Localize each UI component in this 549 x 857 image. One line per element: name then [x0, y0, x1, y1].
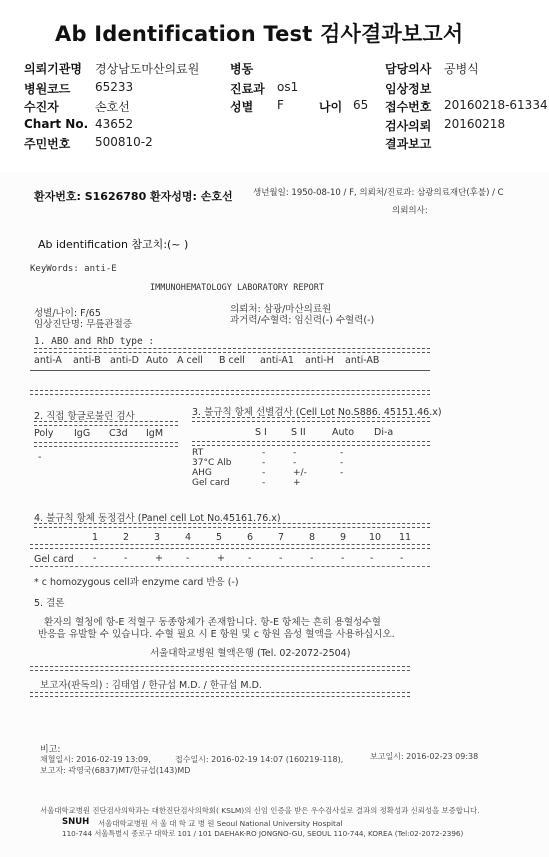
field-value: 20160218-61334 — [444, 98, 548, 112]
hospital-address: 110-744 서울특별시 종로구 대학로 101 / 101 DAEHAK-RO JONGNO-GU, SEOUL 110-744, KOREA (Tel:02-2072-2396) — [62, 829, 464, 838]
screen-column: Auto — [332, 427, 355, 438]
screen-value: + — [293, 478, 301, 488]
dat-column: C3d — [109, 428, 128, 439]
divider — [30, 666, 410, 671]
section3-heading: 3. 불규칙 항체 선별검사 (Cell Lot No.S886. 45151.46.x) — [192, 407, 442, 418]
panel-column: 3 — [154, 532, 161, 543]
screen-value: - — [262, 468, 266, 478]
field-value: 43652 — [95, 117, 134, 131]
screen-value: - — [293, 448, 297, 458]
blood-bank: 서울대학교병원 혈액은행 (Tel. 02-2072-2504) — [150, 648, 351, 659]
screen-value: - — [340, 448, 344, 458]
section4-heading: 4. 불규칙 항체 동정검사 (Panel cell Lot No.45161.76.x) — [34, 513, 281, 524]
screen-row-label: 37°C Alb — [192, 458, 232, 468]
divider — [30, 390, 430, 395]
requesting-doctor: 의뢰의사: — [392, 206, 428, 216]
divider — [30, 692, 410, 697]
abo-column: anti-A — [34, 355, 62, 366]
field-value: F — [277, 98, 284, 112]
field-label: 결과보고 — [385, 137, 432, 151]
screen-value: - — [262, 478, 266, 488]
field-value: 65233 — [95, 80, 134, 94]
screen-row-label: RT — [192, 448, 204, 458]
panel-column: 10 — [369, 532, 382, 543]
abo-column: anti-D — [110, 355, 139, 366]
abo-column: anti-AB — [345, 355, 380, 366]
panel-note: * c homozygous cell과 enzyme card 반응 (-) — [34, 577, 239, 588]
panel-row-label: Gel card — [34, 554, 74, 565]
field-label: 접수번호 — [385, 100, 432, 114]
field-label: 주민번호 — [24, 137, 71, 151]
screen-value: - — [262, 458, 266, 468]
reference-title: Ab identification 참고치:(~ ) — [38, 238, 189, 251]
panel-value: - — [341, 553, 345, 564]
report-title: Ab Identification Test 검사결과보고서 — [55, 22, 464, 46]
field-label: Chart No. — [24, 117, 89, 131]
abo-column: anti-H — [305, 355, 334, 366]
abo-column: Auto — [146, 355, 169, 366]
dat-value: - — [38, 452, 42, 463]
field-label: 성별 — [230, 100, 254, 114]
abo-column: anti-A1 — [260, 355, 294, 366]
requester: 의뢰처: 삼광/마산의료원 — [230, 304, 332, 315]
field-label: 수진자 — [24, 100, 59, 114]
dat-column: IgM — [146, 428, 164, 439]
panel-value: - — [93, 553, 97, 564]
lab-report-title: IMMUNOHEMATOLOGY LABORATORY REPORT — [150, 283, 324, 293]
screen-value: - — [262, 448, 266, 458]
field-value: 공병식 — [444, 62, 479, 76]
field-label: 나이 — [319, 100, 343, 114]
screen-column: S II — [291, 427, 306, 438]
snuh-logo: SNUH — [62, 817, 90, 827]
dat-column: IgG — [74, 428, 91, 439]
hospital-name: 서울대학교병원 서 울 대 학 교 병 원 Seoul National University Hospital — [98, 819, 343, 828]
screen-row-label: Gel card — [192, 478, 230, 488]
patient-name: 환자성명: 손호선 — [150, 190, 233, 203]
screen-value: - — [293, 458, 297, 468]
field-value: 경상남도마산의료원 — [95, 62, 200, 76]
panel-value: - — [248, 553, 252, 564]
screen-value: - — [340, 468, 344, 478]
divider — [192, 441, 430, 446]
section2-heading: 2. 직접 항글로불린 검사 — [34, 411, 135, 422]
dat-column: Poly — [34, 428, 54, 439]
panel-column: 5 — [216, 532, 223, 543]
field-label: 임상정보 — [385, 82, 432, 96]
divider — [192, 417, 430, 422]
patient-number: 환자번호: S1626780 — [34, 190, 147, 203]
field-value: 손호선 — [95, 100, 130, 114]
reported-time: 보고일시: 2016-02-23 09:38 — [370, 752, 479, 761]
section1-heading: 1. ABO and RhD type : — [34, 336, 155, 347]
divider — [34, 442, 178, 447]
field-label: 병동 — [230, 62, 254, 76]
field-value: 500810-2 — [95, 135, 153, 149]
panel-value: - — [310, 553, 314, 564]
divider — [34, 348, 430, 353]
keywords: KeyWords: anti-E — [30, 264, 117, 274]
reporter: 보고자(판독의) : 김태엽 / 한규섭 M.D. / 한규섭 M.D. — [40, 680, 262, 691]
field-label: 의뢰기관명 — [24, 62, 82, 76]
screen-column: S I — [255, 427, 267, 438]
abo-column: anti-B — [73, 355, 101, 366]
panel-column: 9 — [340, 532, 347, 543]
panel-value: - — [124, 553, 128, 564]
conclusion-line-2: 반응을 유발할 수 있습니다. 수혈 필요 시 E 항원 및 c 항원 음성 혈액을 사용하십시오. — [38, 629, 395, 640]
patient-meta: 생년월일: 1950-08-10 / F, 의뢰처/진료과: 삼광의료재단(후불) / C — [253, 188, 504, 198]
screen-column: Di-a — [374, 427, 394, 438]
sex-age: 성별/나이: F/65 — [34, 308, 101, 319]
panel-column: 1 — [92, 532, 99, 543]
certification: 서울대학교병원 진단검사의학과는 대한진단검사의학회( KSLM)의 신임 인증을 받은 우수검사실로 결과의 정확성과 신뢰성을 보증합니다. — [40, 806, 480, 815]
panel-value: + — [155, 553, 163, 564]
abo-column: A cell — [177, 355, 203, 366]
panel-value: - — [279, 553, 283, 564]
conclusion-line-1: 환자의 혈청에 항-E 적혈구 동종항체가 존재합니다. 항-E 항체는 흔히 용혈성수혈 — [44, 617, 381, 628]
panel-value: + — [217, 553, 225, 564]
divider — [34, 421, 178, 426]
received-time: 접수일시: 2016-02-19 14:07 (160219-118), — [175, 755, 344, 764]
divider — [30, 544, 430, 549]
remarks-label: 비고: — [40, 745, 61, 755]
diagnosis: 임상진단명: 무릎관절증 — [34, 319, 132, 330]
panel-value: - — [186, 553, 190, 564]
abo-column: B cell — [219, 355, 245, 366]
field-label: 검사의뢰 — [385, 119, 432, 133]
screen-row-label: AHG — [192, 468, 212, 478]
panel-column: 2 — [123, 532, 130, 543]
panel-value: - — [370, 553, 374, 564]
divider — [34, 523, 430, 528]
screen-value: +/- — [293, 468, 307, 478]
history: 과거력/수혈력: 임신력(-) 수혈력(-) — [230, 315, 375, 326]
panel-column: 11 — [399, 532, 412, 543]
screen-value: - — [340, 458, 344, 468]
field-value: 65 — [353, 98, 369, 112]
field-value: os1 — [277, 80, 299, 94]
panel-column: 4 — [185, 532, 192, 543]
divider — [30, 566, 430, 567]
scanned-report — [0, 172, 549, 857]
field-label: 병원코드 — [24, 82, 71, 96]
section5-heading: 5. 결론 — [34, 598, 65, 609]
panel-column: 7 — [278, 532, 285, 543]
panel-column: 6 — [247, 532, 254, 543]
field-label: 진료과 — [230, 82, 265, 96]
panel-column: 8 — [309, 532, 316, 543]
panel-value: - — [400, 553, 404, 564]
divider — [30, 370, 430, 371]
field-label: 담당의사 — [385, 62, 432, 76]
reporter-small: 보고자: 곽영국(6837)MT/한규섭(143)MD — [40, 766, 191, 775]
field-value: 20160218 — [444, 117, 506, 131]
collected-time: 채혈일시: 2016-02-19 13:09, — [40, 755, 151, 764]
